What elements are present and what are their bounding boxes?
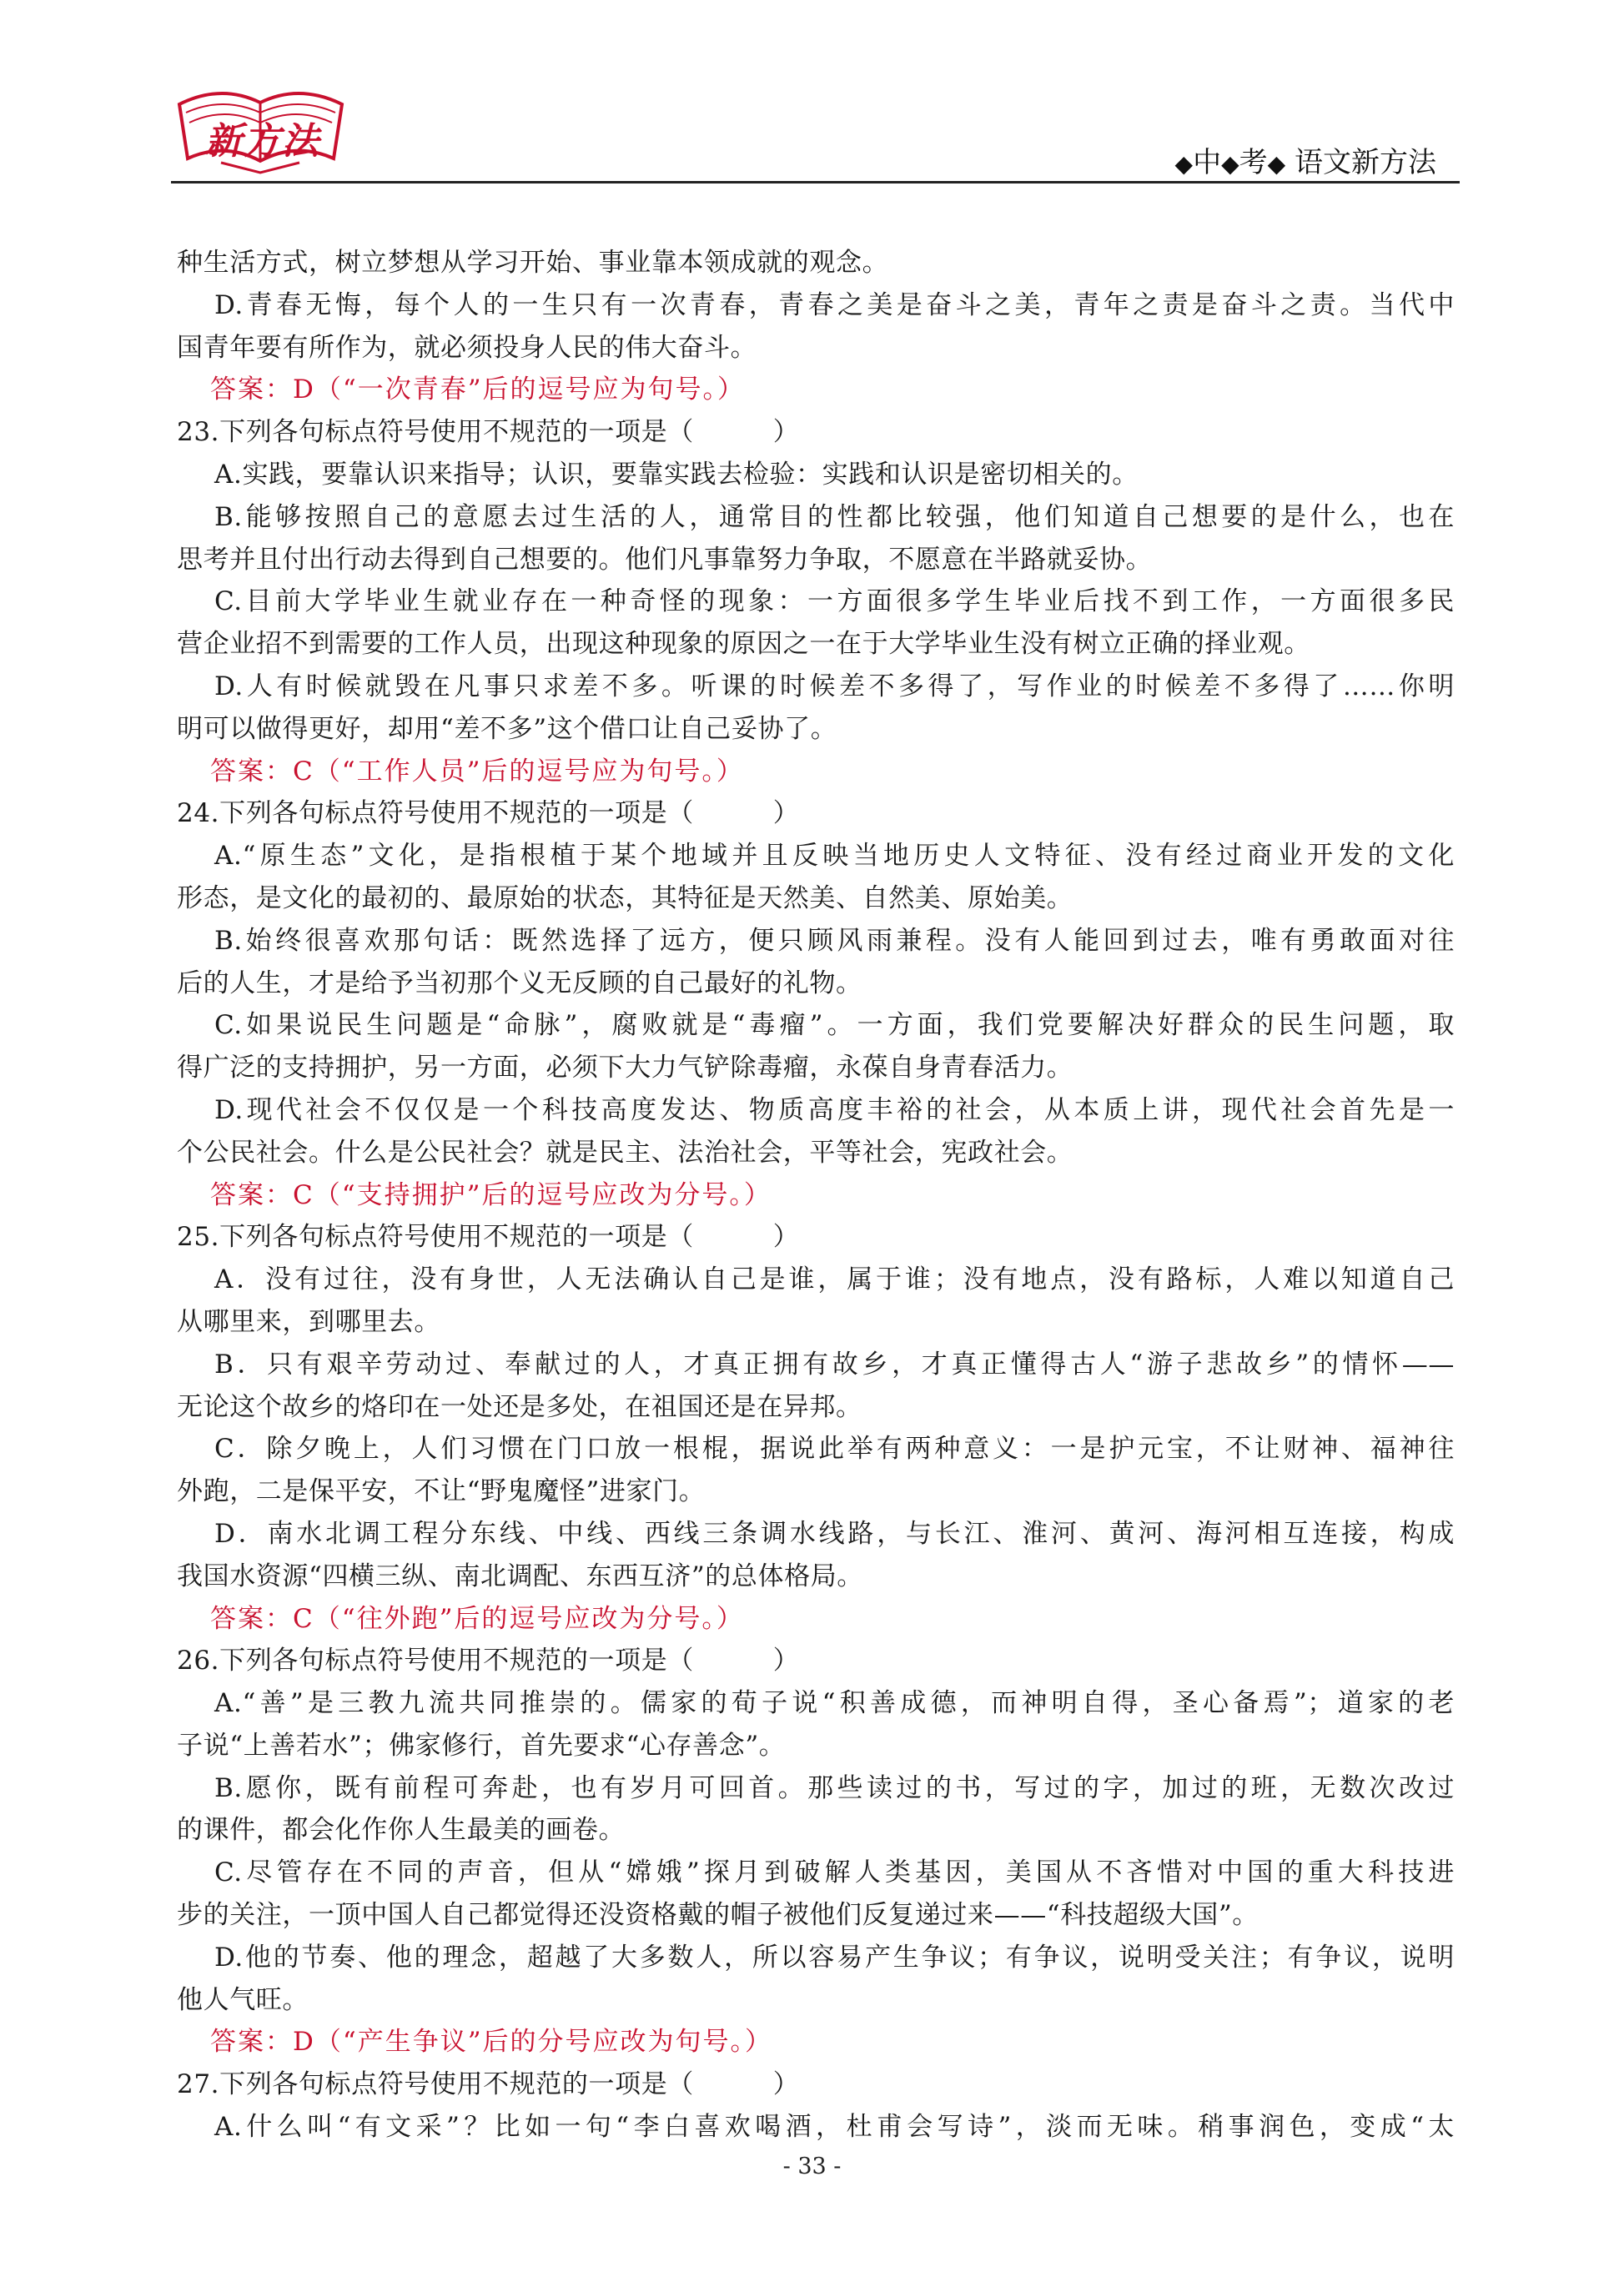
text-line: 子说“上善若水”；佛家修行，首先要求“心存善念”。 [177,1730,786,1761]
text-line: 国青年要有所作为，就必须投身人民的伟大奋斗。 [177,332,757,363]
text-line: 我国水资源“四横三纵、南北调配、东西互济”的总体格局。 [177,1561,863,1591]
text-line: 从哪里来，到哪里去。 [177,1306,440,1337]
option-line: C.如果说民生问题是“命脉”，腐败就是“毒瘤”。一方面，我们党要解决好群众的民生问题，取 [214,1010,1455,1041]
text-line: 后的人生，才是给予当初那个义无反顾的自己最好的礼物。 [177,968,862,998]
text-line: 得广泛的支持拥护，另一方面，必须下大力气铲除毒瘤，永葆自身青春活力。 [177,1053,1073,1083]
diamond-icon: ◆ [1267,150,1286,178]
header-zhong: 中 [1193,146,1222,179]
text-line: 步的关注，一顶中国人自己都觉得还没资格戴的帽子被他们反复递过来——“科技超级大国”。 [177,1900,1259,1931]
header-book-title: 语文新方法 [1295,146,1436,179]
option-line: A.实践，要靠认识来指导；认识，要靠实践去检验：实践和认识是密切相关的。 [214,459,1139,490]
page-header [171,79,1460,188]
diamond-icon: ◆ [1221,150,1239,178]
page-body [177,242,1455,2149]
option-line: B.始终很喜欢那句话：既然选择了远方，便只顾风雨兼程。没有人能回到过去，唯有勇敢面对往 [214,925,1455,956]
text-line: 形态，是文化的最初的、最原始的状态，其特征是天然美、自然美、原始美。 [177,882,1073,913]
header-divider [171,181,1460,183]
answer-line: 答案：C（“工作人员”后的逗号应为句号。） [210,756,744,787]
logo-text: 新方法 [205,120,320,163]
question-line: 23.下列各句标点符号使用不规范的一项是（ ） [177,417,800,448]
question-line: 24.下列各句标点符号使用不规范的一项是（ ） [177,798,800,829]
page-number: - 33 - [782,2154,842,2179]
header-title [1175,139,1436,180]
text-line: 个公民社会。什么是公民社会？就是民主、法治社会，平等社会，宪政社会。 [177,1137,1073,1168]
logo [171,79,350,175]
text-line: 种生活方式，树立梦想从学习开始、事业靠本领成就的观念。 [177,248,889,278]
question-line: 27.下列各句标点符号使用不规范的一项是（ ） [177,2069,800,2100]
option-line: C.目前大学毕业生就业存在一种奇怪的现象：一方面很多学生毕业后找不到工作，一方面很多民 [214,586,1455,617]
text-line: 思考并且付出行动去得到自己想要的。他们凡事靠努力争取，不愿意在半路就妥协。 [177,544,1153,575]
diamond-icon: ◆ [1174,150,1194,178]
option-line: D．南水北调工程分东线、中线、西线三条调水线路，与长江、淮河、黄河、海河相互连接，构成 [214,1518,1455,1549]
question-line: 25.下列各句标点符号使用不规范的一项是（ ） [177,1222,800,1253]
option-line: D.人有时候就毁在凡事只求差不多。听课的时候差不多得了，写作业的时候差不多得了……你明 [214,671,1455,701]
answer-line: 答案：C（“支持拥护”后的逗号应改为分号。） [210,1179,772,1210]
text-line: 无论这个故乡的烙印在一处还是多处，在祖国还是在异邦。 [177,1391,862,1422]
text-line: 他人气旺。 [177,1984,309,2015]
option-line: C.尽管存在不同的声音，但从“嫦娥”探月到破解人类基因，美国从不吝惜对中国的重大科技进 [214,1857,1455,1888]
option-line: D.他的节奏、他的理念，超越了大多数人，所以容易产生争议；有争议，说明受关注；有争议，说明 [214,1942,1455,1973]
option-line: B．只有艰辛劳动过、奉献过的人，才真正拥有故乡，才真正懂得古人“游子悲故乡”的情怀—— [214,1349,1455,1380]
option-line: D.青春无悔，每个人的一生只有一次青春，青春之美是奋斗之美，青年之责是奋斗之责。当代中 [214,289,1455,320]
text-line: 的课件，都会化作你人生最美的画卷。 [177,1815,626,1846]
option-line: B.能够按照自己的意愿去过生活的人，通常目的性都比较强，他们知道自己想要的是什么，也在 [214,501,1455,532]
answer-line: 答案：C（“往外跑”后的逗号应改为分号。） [210,1603,744,1634]
option-line: A.什么叫“有文采”？比如一句“李白喜欢喝酒，杜甫会写诗”，淡而无味。稍事润色，变成“太 [214,2112,1455,2143]
option-line: A.“善”是三教九流共同推崇的。儒家的荀子说“积善成德，而神明自得，圣心备焉”；道家的老 [214,1688,1455,1719]
option-line: B.愿你，既有前程可奔赴，也有岁月可回首。那些读过的书，写过的字，加过的班，无数次改过 [214,1772,1455,1803]
option-line: A．没有过往，没有身世，人无法确认自己是谁，属于谁；没有地点，没有路标，人难以知道自己 [214,1264,1455,1295]
header-kao: 考 [1239,146,1268,179]
answer-line: 答案：D（“产生争议”后的分号应改为句号。） [210,2027,773,2058]
text-line: 营企业招不到需要的工作人员，出现这种现象的原因之一在于大学毕业生没有树立正确的择业观。 [177,629,1310,660]
option-line: C．除夕晚上，人们习惯在门口放一根棍，据说此举有两种意义：一是护元宝，不让财神、福神往 [214,1434,1455,1465]
option-line: D.现代社会不仅仅是一个科技高度发达、物质高度丰裕的社会，从本质上讲，现代社会首先是一 [214,1094,1455,1125]
answer-line: 答案：D（“一次青春”后的逗号应为句号。） [210,374,746,405]
text-line: 外跑，二是保平安，不让“野鬼魔怪”进家门。 [177,1476,706,1507]
question-line: 26.下列各句标点符号使用不规范的一项是（ ） [177,1646,800,1676]
text-line: 明可以做得更好，却用“差不多”这个借口让自己妥协了。 [177,713,837,744]
option-line: A.“原生态”文化，是指根植于某个地域并且反映当地历史人文特征、没有经过商业开发的文化 [214,841,1455,872]
